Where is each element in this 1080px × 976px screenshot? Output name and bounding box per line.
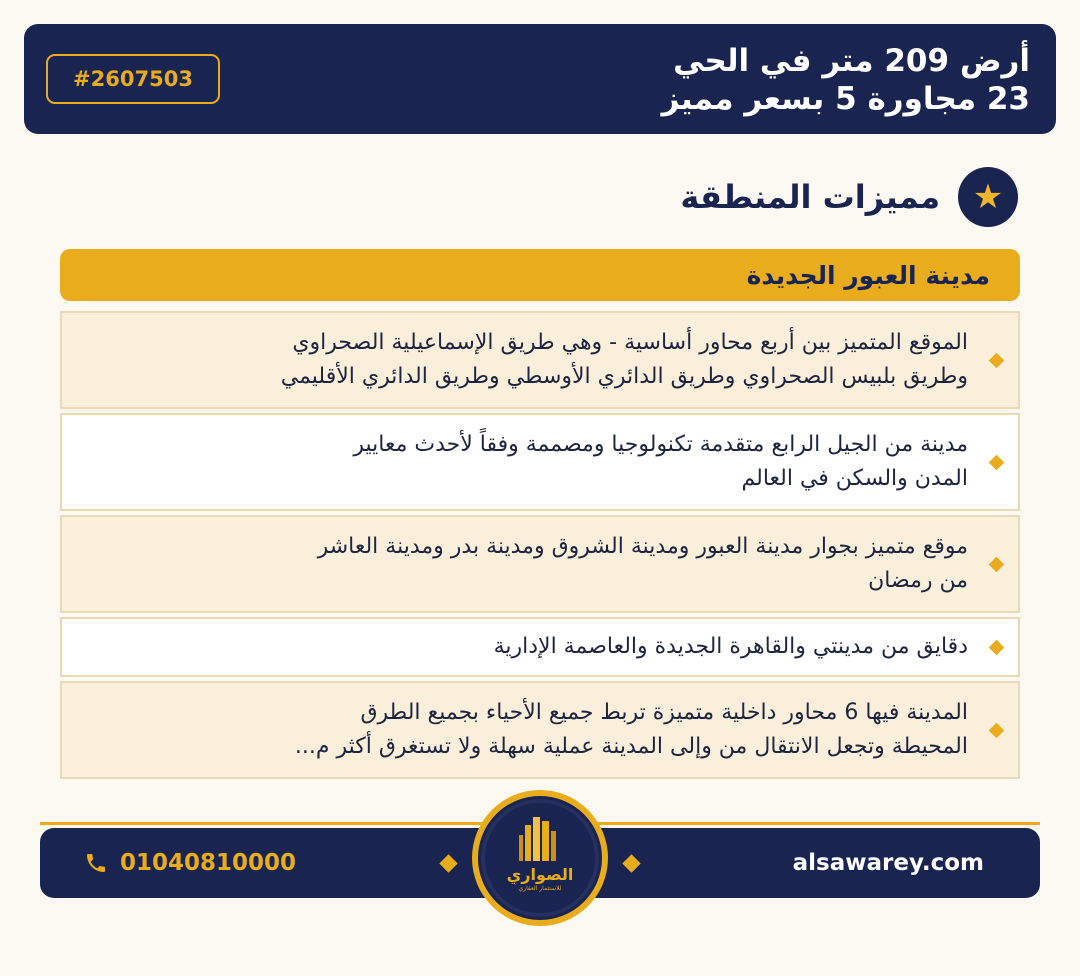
- buildings-icon: [481, 799, 599, 917]
- phone-contact[interactable]: [84, 828, 296, 898]
- feature-item: [60, 413, 1020, 511]
- diamond-icon: [622, 854, 640, 872]
- feature-text: [261, 326, 1018, 394]
- logo-badge: [478, 796, 602, 920]
- feature-item: [60, 617, 1020, 677]
- feature-line: مدينة من الجيل الرابع متقدمة تكنولوجيا ومصممة وفقاً لأحدث معايير: [353, 432, 968, 457]
- logo-name: الصواري: [506, 865, 574, 884]
- logo-tagline: للاستثمار العقاري: [518, 885, 562, 892]
- reference-code-badge: #2607503: [46, 54, 220, 104]
- listing-title-line1: أرض 209 متر في الحي: [673, 43, 1030, 79]
- header-banner: [24, 24, 1056, 134]
- feature-line: المدينة فيها 6 محاور داخلية متميزة تربط جميع الأحياء بجميع الطرق: [360, 700, 968, 725]
- feature-text: [333, 428, 1018, 496]
- brand-logo: [472, 790, 608, 926]
- feature-line: المحيطة وتجعل الانتقال من وإلى المدينة عملية سهلة ولا تستغرق أكثر م...: [294, 734, 968, 759]
- listing-title: [390, 42, 1030, 118]
- feature-line: المدن والسكن في العالم: [741, 466, 968, 491]
- star-icon: ★: [958, 167, 1018, 227]
- website-link[interactable]: alsawarey.com: [792, 850, 984, 876]
- phone-number: 01040810000: [120, 850, 297, 876]
- feature-text: [298, 530, 1018, 598]
- city-name: مدينة العبور الجديدة: [746, 260, 990, 290]
- feature-item: [60, 681, 1020, 779]
- feature-line: دقايق من مدينتي والقاهرة الجديدة والعاصمة الإدارية: [493, 634, 968, 659]
- feature-text: [275, 696, 1018, 764]
- feature-line: من رمضان: [868, 568, 968, 593]
- section-title: مميزات المنطقة: [680, 178, 940, 216]
- feature-item: [60, 515, 1020, 613]
- feature-text: [474, 630, 1018, 664]
- feature-line: الموقع المتميز بين أربع محاور أساسية - وهي طريق الإسماعيلية الصحراوي: [292, 330, 968, 355]
- feature-line: موقع متميز بجوار مدينة العبور ومدينة الشروق ومدينة بدر ومدينة العاشر: [317, 534, 968, 559]
- feature-line: وطريق بلبيس الصحراوي وطريق الدائري الأوسطي وطريق الدائري الأقليمي: [280, 364, 968, 389]
- diamond-icon: [439, 854, 457, 872]
- city-name-bar: [60, 249, 1020, 301]
- section-heading: [680, 168, 1018, 226]
- phone-icon: [84, 851, 108, 875]
- listing-title-line2: 23 مجاورة 5 بسعر مميز: [661, 81, 1030, 117]
- feature-item: [60, 311, 1020, 409]
